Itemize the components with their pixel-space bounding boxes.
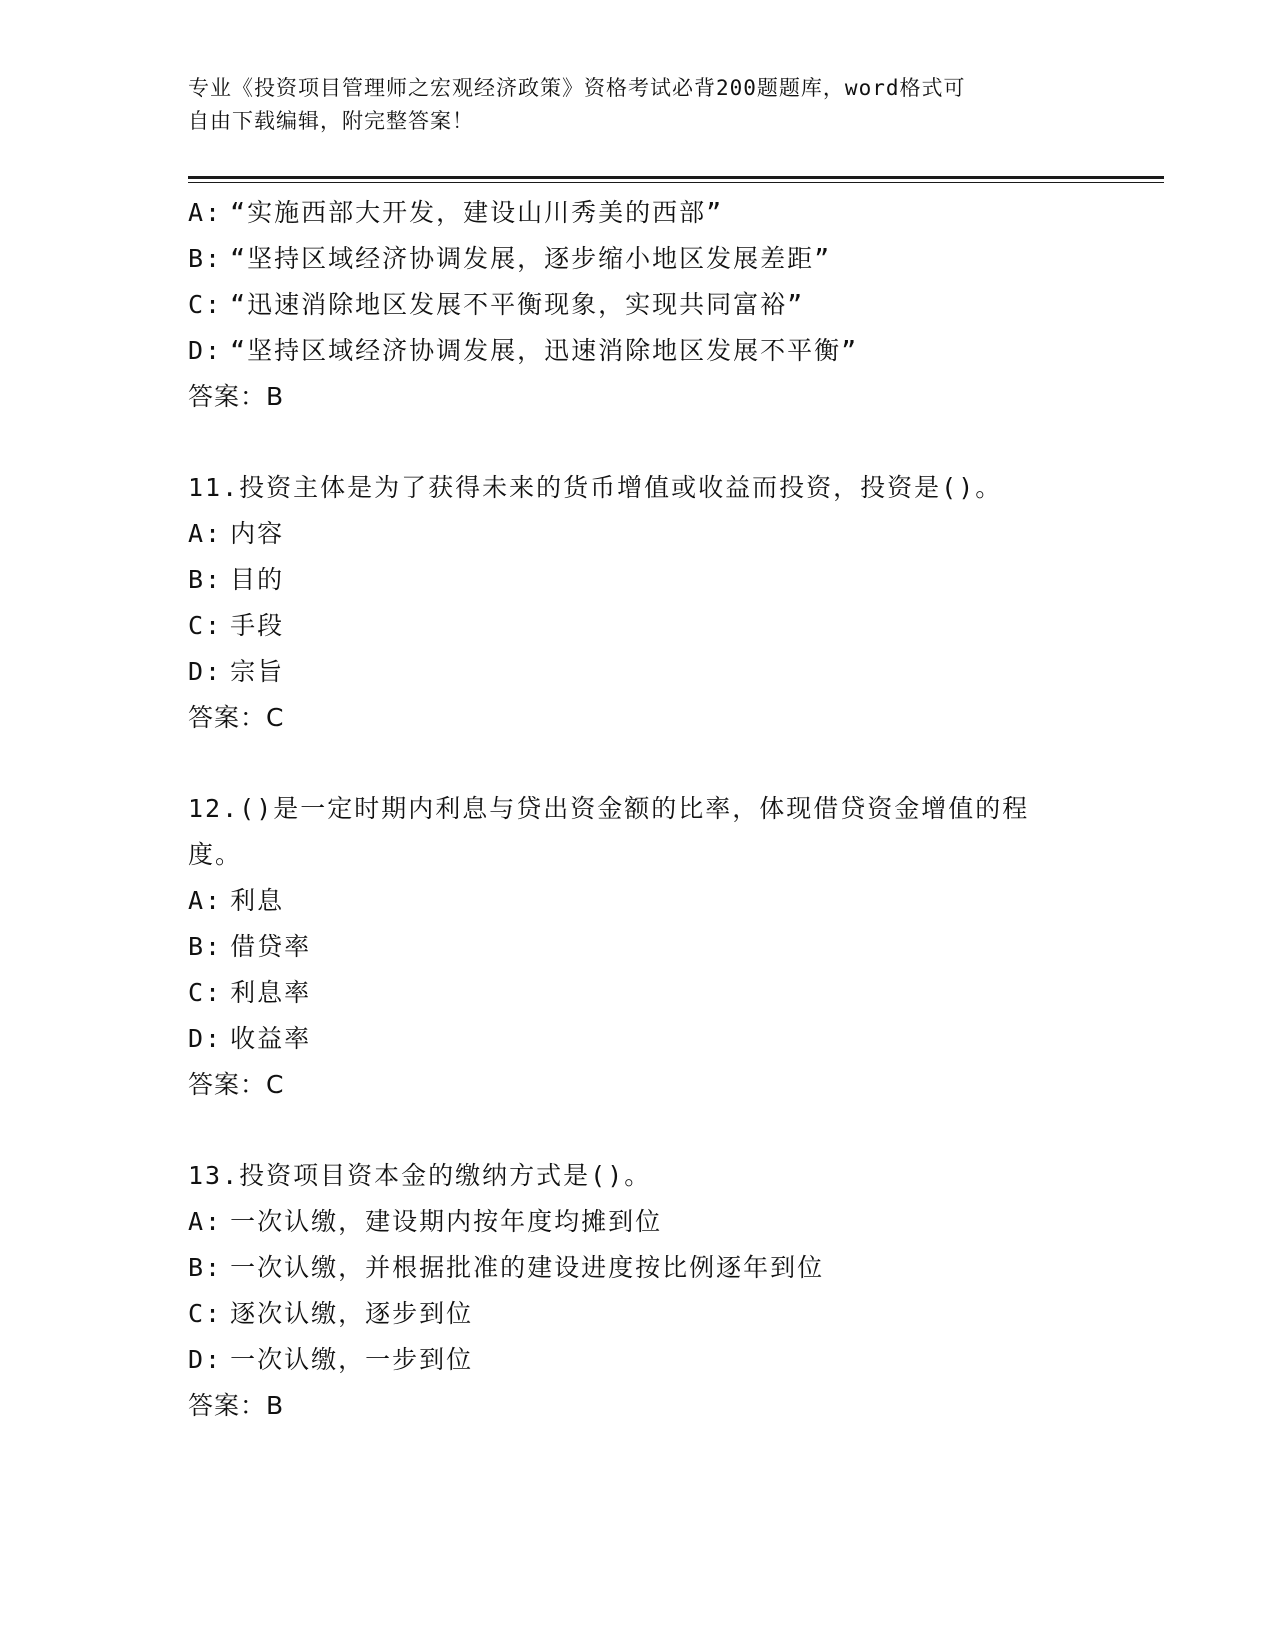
option-text: 利息 [230,886,285,915]
option-key: A: [188,198,223,227]
document-header [188,72,1088,138]
option-key: D: [188,657,223,686]
option-text: 目的 [230,565,285,594]
header-line-1: 专业《投资项目管理师之宏观经济政策》资格考试必背200题题库，word格式可 [188,76,966,100]
option-b [188,236,1088,282]
option-text: 利息率 [230,978,312,1007]
answer-line: 答案：C [188,1070,285,1099]
question-block-11 [188,465,1088,741]
option-text: 内容 [230,519,285,548]
option-text: 收益率 [230,1024,312,1053]
option-d [188,649,1088,695]
option-key: C: [188,1299,223,1328]
header-divider-thick [188,176,1164,179]
option-key: C: [188,978,223,1007]
option-d [188,1337,1088,1383]
option-key: B: [188,565,223,594]
answer-line: 答案：C [188,703,285,732]
option-text: 手段 [230,611,285,640]
option-key: D: [188,1345,223,1374]
spacer [188,741,1088,786]
option-c [188,1291,1088,1337]
header-divider-thin [188,182,1164,183]
option-key: D: [188,1024,223,1053]
option-a [188,878,1088,924]
option-d [188,328,1088,374]
option-key: A: [188,519,223,548]
question-block-prev [188,190,1088,420]
option-a [188,190,1088,236]
option-text: “迅速消除地区发展不平衡现象，实现共同富裕” [230,290,805,319]
question-list [188,190,1088,1429]
option-text: 借贷率 [230,932,312,961]
option-key: A: [188,1207,223,1236]
option-key: B: [188,1253,223,1282]
option-key: C: [188,611,223,640]
answer-line: 答案：B [188,382,285,411]
header-line-2: 自由下载编辑，附完整答案！ [188,109,474,133]
option-text: “实施西部大开发，建设山川秀美的西部” [230,198,724,227]
option-key: D: [188,336,223,365]
option-b [188,924,1088,970]
option-text: “坚持区域经济协调发展，迅速消除地区发展不平衡” [230,336,859,365]
option-key: A: [188,886,223,915]
option-text: 一次认缴，建设期内按年度均摊到位 [230,1207,663,1236]
question-stem-continued: 度。 [188,840,243,869]
option-text: 一次认缴，并根据批准的建设进度按比例逐年到位 [230,1253,825,1282]
option-text: 一次认缴，一步到位 [230,1345,474,1374]
spacer [188,1108,1088,1153]
question-stem: 11.投资主体是为了获得未来的货币增值或收益而投资，投资是()。 [188,473,1003,502]
spacer [188,420,1088,465]
option-b [188,557,1088,603]
option-key: B: [188,244,223,273]
option-text: 宗旨 [230,657,285,686]
question-stem: 13.投资项目资本金的缴纳方式是()。 [188,1161,652,1190]
option-key: C: [188,290,223,319]
option-c [188,282,1088,328]
question-block-13 [188,1153,1088,1429]
option-b [188,1245,1088,1291]
question-block-12 [188,786,1088,1108]
question-stem: 12.()是一定时期内利息与贷出资金额的比率，体现借贷资金增值的程 [188,794,1030,823]
option-key: B: [188,932,223,961]
option-a [188,1199,1088,1245]
option-c [188,603,1088,649]
option-text: “坚持区域经济协调发展，逐步缩小地区发展差距” [230,244,832,273]
answer-line: 答案：B [188,1391,285,1420]
option-text: 逐次认缴，逐步到位 [230,1299,474,1328]
option-d [188,1016,1088,1062]
option-c [188,970,1088,1016]
option-a [188,511,1088,557]
